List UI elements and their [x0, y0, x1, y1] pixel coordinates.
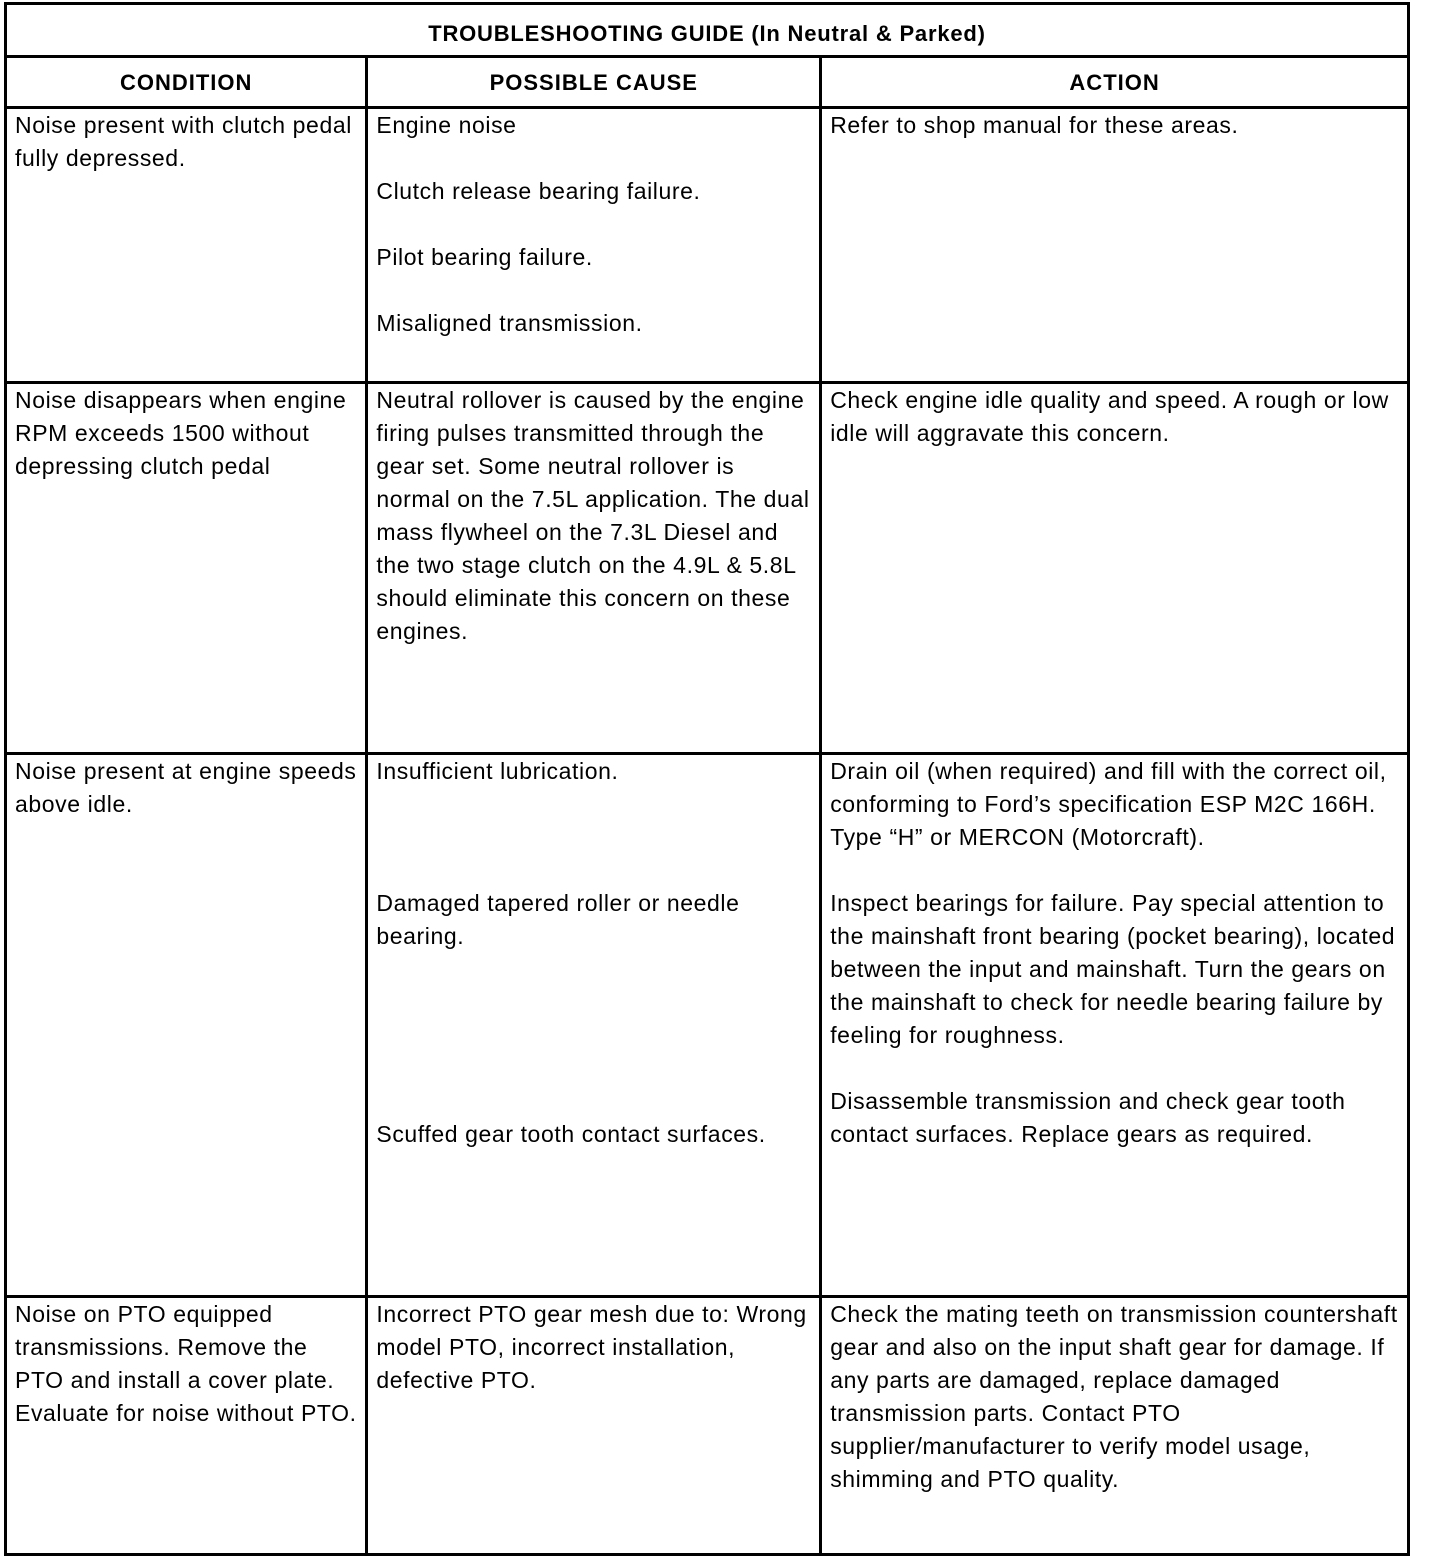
table-row — [6, 108, 1409, 383]
cause-text: Clutch release bearing failure. — [376, 178, 701, 204]
action-text: Disassemble transmission and check gear tooth contact surfaces. Replace gears as required. — [830, 1088, 1346, 1147]
action-text: Inspect bearings for failure. Pay special attention to the mainshaft front bearing (pocket bearing), located between the input and mainshaft. Turn the gears on the mainshaft to check for needle bearing failure by feeling for roughness. — [830, 890, 1396, 1048]
table-row — [6, 1297, 1409, 1555]
table-row — [6, 383, 1409, 754]
cause-cell — [367, 754, 821, 1297]
header-row — [6, 57, 1409, 108]
cause-text: Engine noise — [376, 112, 517, 138]
action-text: Check engine idle quality and speed. A rough or low idle will aggravate this concern. — [830, 387, 1389, 446]
action-cell — [821, 754, 1409, 1297]
header-possible-cause: POSSIBLE CAUSE — [367, 57, 821, 108]
condition-cell — [6, 383, 367, 754]
table-title: TROUBLESHOOTING GUIDE (In Neutral & Parked) — [6, 4, 1409, 57]
troubleshooting-table — [4, 2, 1410, 1556]
header-action: ACTION — [821, 57, 1409, 108]
action-text: Check the mating teeth on transmission countershaft gear and also on the input shaft gear for damage. If any parts are damaged, replace damaged transmission parts. Contact PTO supplier/manufacturer to verify model usage, shimming and PTO quality. — [830, 1301, 1398, 1492]
cause-text: Damaged tapered roller or needle bearing. — [376, 890, 740, 949]
cause-cell — [367, 383, 821, 754]
condition-text: Noise present with clutch pedal fully depressed. — [15, 112, 352, 171]
action-cell — [821, 383, 1409, 754]
condition-cell — [6, 1297, 367, 1555]
header-condition: CONDITION — [6, 57, 367, 108]
action-cell — [821, 1297, 1409, 1555]
cause-text: Scuffed gear tooth contact surfaces. — [376, 1121, 766, 1147]
condition-cell — [6, 108, 367, 383]
cause-text: Incorrect PTO gear mesh due to: Wrong model PTO, incorrect installation, defective PTO. — [376, 1301, 807, 1393]
cause-text: Neutral rollover is caused by the engine firing pulses transmitted through the gear set. Some neutral rollover is normal on the 7.5L application. The dual mass flywheel on the 7.3L Diesel and the two stage clutch on the 4.9L & 5.8L should eliminate this concern on these engines. — [376, 387, 810, 644]
action-text: Drain oil (when required) and fill with the correct oil, conforming to Ford’s specification ESP M2C 166H. Type “H” or MERCON (Motorcraft). — [830, 758, 1387, 850]
cause-text: Pilot bearing failure. — [376, 244, 593, 270]
condition-text: Noise present at engine speeds above idle. — [15, 758, 357, 817]
condition-cell — [6, 754, 367, 1297]
condition-text: Noise disappears when engine RPM exceeds 1500 without depressing clutch pedal — [15, 387, 347, 479]
action-cell — [821, 108, 1409, 383]
cause-cell — [367, 1297, 821, 1555]
title-row — [6, 4, 1409, 57]
action-text: Refer to shop manual for these areas. — [830, 112, 1239, 138]
cause-cell — [367, 108, 821, 383]
condition-text: Noise on PTO equipped transmissions. Remove the PTO and install a cover plate. Evaluate for noise without PTO. — [15, 1301, 357, 1426]
table-row — [6, 754, 1409, 1297]
cause-text: Misaligned transmission. — [376, 310, 643, 336]
cause-text: Insufficient lubrication. — [376, 758, 619, 784]
